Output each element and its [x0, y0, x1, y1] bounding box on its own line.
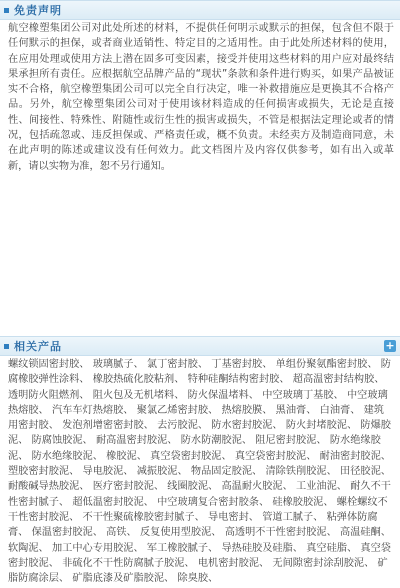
bullet-icon [4, 8, 9, 13]
related-products-header[interactable] [0, 336, 400, 356]
bullet-icon [4, 344, 9, 349]
related-products-panel [0, 336, 400, 588]
related-products-title: 相关产品 [14, 340, 62, 353]
disclaimer-header [0, 0, 400, 20]
expand-icon[interactable]: + [385, 339, 395, 352]
related-products-list: 螺纹锁固密封胶、 玻璃腻子、 氯丁密封胶、 丁基密封胶、 单组份聚氨酯密封胶、 防腐橡胶弹性涂料、 橡胶热硫化胶粘剂、 特种硅酮结构密封胶、 超高温密封结构胶、 透明防火阻燃剂、 阻火包及无机堵料、 防火保温堵料、 中空玻璃丁基胶、 中空玻璃热熔胶、 汽车车灯热熔胶、 聚氯乙烯密封胶、 热熔胶膜、 黑油膏、 白油膏、 建筑用密封胶、 发泡剂增密密封胶、 去污胶泥、 防水密封胶泥、 防火封堵胶泥、 防爆胶泥、 防腐蚀胶泥、 耐高温密封胶泥、 防水防潮胶泥、 阻尼密封胶泥、 防水绝缘胶泥、 防水绝缘胶泥、 橡胶泥、 真空袋密封胶泥、 真空袋密封胶泥、 耐油密封胶泥、 塑胶密封胶泥、 导电胶泥、 减振胶泥、 物品固定胶泥、 清除铁削胶泥、 田径胶泥、 耐酸碱导热胶泥、 医疗密封胶泥、 线圈胶泥、 高温耐火胶泥、 工业油泥、 耐久不干性密封腻子、 超低温密封胶泥、 中空玻璃复合密封胶条、 硅橡胶胶泥、 螺栓螺纹不干性密封胶泥、 不干性聚硫橡胶密封腻子、 导电密封、 管道工腻子、 粘弹体防腐膏、 保温密封胶泥、 高铁、 反复使用型胶泥、 高透明不干性密封胶泥、 高温硅酮、 软陶泥、 加工中心专用胶泥、 军工橡胶腻子、 导热硅胶及硅脂、 真空硅脂、 真空袋密封胶泥、 非硫化不干性防腐腻子胶泥、 电机密封胶泥、 无间隙密封涂刮胶泥、 矿脂防腐涂层、 矿脂底漆及矿脂胶泥、 除臭胶、 [8, 359, 391, 585]
disclaimer-title: 免责声明 [14, 4, 62, 17]
disclaimer-text: 航空橡塑集团公司对此处所述的材料，不提供任何明示或默示的担保，包含但不限于任何默示的担保，或者商业适销性、特定目的之适用性。由于此处所述材料的使用，在应用处理或使用方法上潜在固多可变因素，接受并使用这些材料的用户应对最终结果承担所有责任。应根据航空品牌产品的“现状”条款和条件进行购买，如果产品被证实不合格，航空橡塑集团公司可以完全自行决定，唯一补救措施应是更换其不合格产品。另外，航空橡塑集团公司对于使用该材料造成的任何损害或损失，无论是直接性、间接性、特殊性、附随性或衍生性的损害或损失，不管是根据法定理论或者的情况，包括疏忽或、违反担保或、严格责任或，概不负责。未经卖方及制造商同意，未在此声明的陈述或建议没有任何效力。此文档图片及内容仅供参考，如有出入或革新，请以实物为准，恕不另行通知。 [8, 23, 394, 172]
